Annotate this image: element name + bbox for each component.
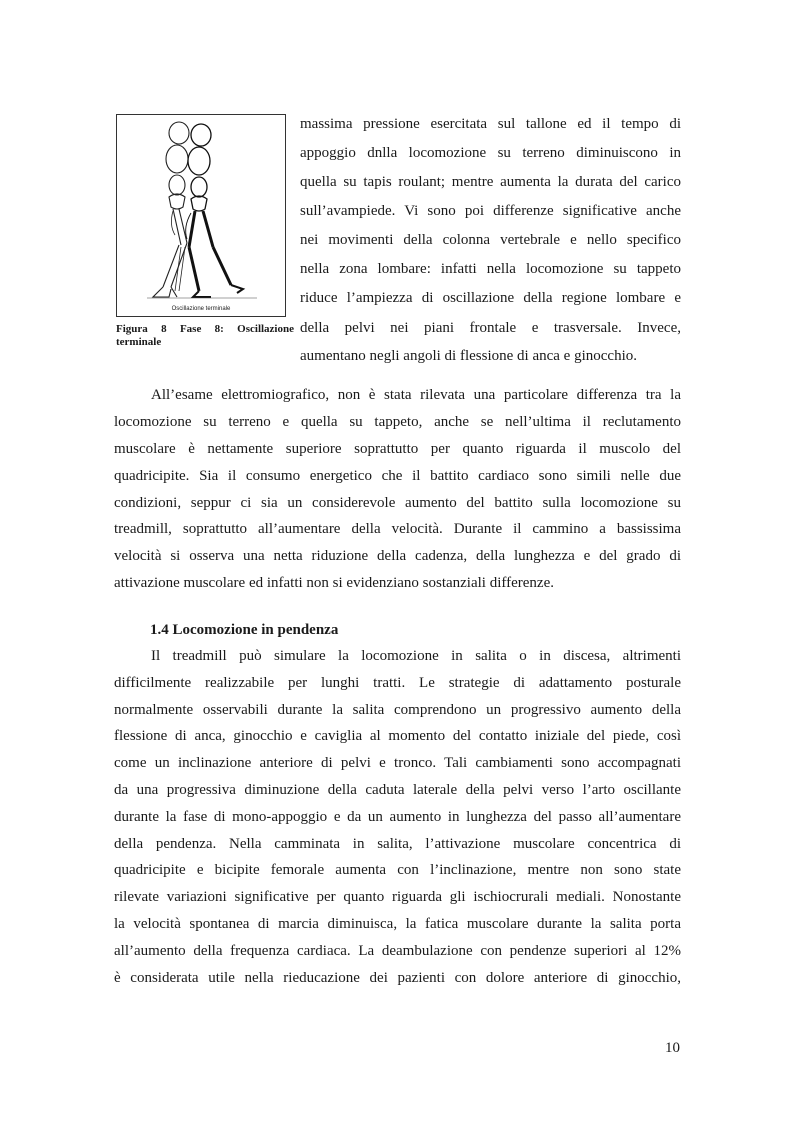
text-line: nella zona lombare: infatti nella locomozione su tappeto: [300, 261, 681, 277]
text-line: nei movimenti della colonna vertebrale e nello specifico: [300, 232, 681, 248]
text-line: velocità si osserva una netta riduzione della cadenza, della lunghezza e del grado di: [114, 548, 681, 565]
text-line: riduce l’ampiezza di oscillazione della regione lombare e: [300, 290, 681, 306]
text-line: da una progressiva diminuzione della caduta laterale della pelvi verso l’arto oscillante: [114, 781, 681, 798]
text-line: treadmill, soprattutto all’aumentare della velocità. Durante il cammino a bassissima: [114, 521, 681, 538]
paragraph-emg: [114, 382, 681, 597]
text-line: locomozione su terreno e quella su tappeto, anche se nell’ultima il reclutamento: [114, 413, 681, 430]
page-number: 10: [665, 1040, 680, 1056]
text-line: appoggio dnlla locomozione su terreno diminuiscono in: [300, 145, 681, 161]
text-line: All’esame elettromiografico, non è stata rilevata una particolare differenza tra la: [151, 387, 681, 403]
text-line: muscolare è nettamente superiore soprattutto per quanto riguarda il muscolo del: [114, 440, 681, 457]
figure-inner-label: Oscillazione terminale: [171, 306, 231, 312]
paragraph-slope-locomotion: [114, 643, 681, 991]
text-line: flessione di anca, ginocchio e caviglia al momento del contatto iniziale del piede, così: [114, 728, 681, 745]
text-line: sull’avampiede. Vi sono poi differenze significative anche: [300, 203, 681, 219]
text-line: difficilmente realizzabile per lunghi tratti. Le strategie di adattamento posturale: [114, 674, 681, 691]
text-line: come un inclinazione anteriore di pelvi e tronco. Tali cambiamenti sono accompagnati: [114, 755, 681, 772]
figure-caption: Figura 8 Fase 8: Oscillazione terminale: [116, 323, 294, 348]
text-line: la velocità spontanea di marcia diminuisca, la fatica muscolare durante la salita porta: [114, 915, 681, 932]
dark-figure: [186, 124, 243, 297]
text-line: della pelvi nei piani frontale e trasversale. Invece,: [300, 320, 681, 336]
text-line: quadricipite e bicipite femorale aumenta con l’inclinazione, mentre non sono state: [114, 862, 681, 879]
text-line: rilevate variazioni significative per quanto riguarda gli ischiocrurali mediali. Nonostante: [114, 889, 681, 906]
text-line: normalmente osservabili durante la salita comprendono un progressivo aumento della: [114, 701, 681, 718]
outlined-figure: [153, 122, 189, 297]
text-line: all’aumento della frequenza cardiaca. La deambulazione con pendenze superiori al 12%: [114, 942, 681, 959]
text-line: Il treadmill può simulare la locomozione in salita o in discesa, altrimenti: [151, 648, 681, 664]
text-line: quadricipite. Sia il consumo energetico che il battito cardiaco sono simili nelle due: [114, 467, 681, 484]
text-line: durante la fase di mono-appoggio e da un aumento in lunghezza del passo all’aumentare: [114, 808, 681, 825]
text-line: attivazione muscolare ed infatti non si evidenziano sostanziali differenze.: [114, 575, 554, 592]
text-line: quella su tapis roulant; mentre aumenta la durata del carico: [300, 174, 681, 190]
text-line: aumentano negli angoli di flessione di anca e ginocchio.: [300, 348, 637, 364]
side-text-block-continued: [300, 314, 681, 370]
text-line: è considerata utile nella rieducazione dei pazienti con dolore anteriore di ginocchio,: [114, 969, 681, 986]
text-line: condizioni, seppur ci sia un considerevole aumento del battito sulla locomozione su: [114, 494, 681, 511]
section-heading: 1.4 Locomozione in pendenza: [150, 622, 339, 638]
figure-gait-illustration: [116, 114, 286, 317]
gait-figure-drawing: [117, 115, 285, 316]
text-line: della pendenza. Nella camminata in salita, l’attivazione muscolare concentrica di: [114, 835, 681, 852]
text-line: massima pressione esercitata sul tallone ed il tempo di: [300, 116, 681, 132]
side-text-block: [300, 110, 681, 313]
